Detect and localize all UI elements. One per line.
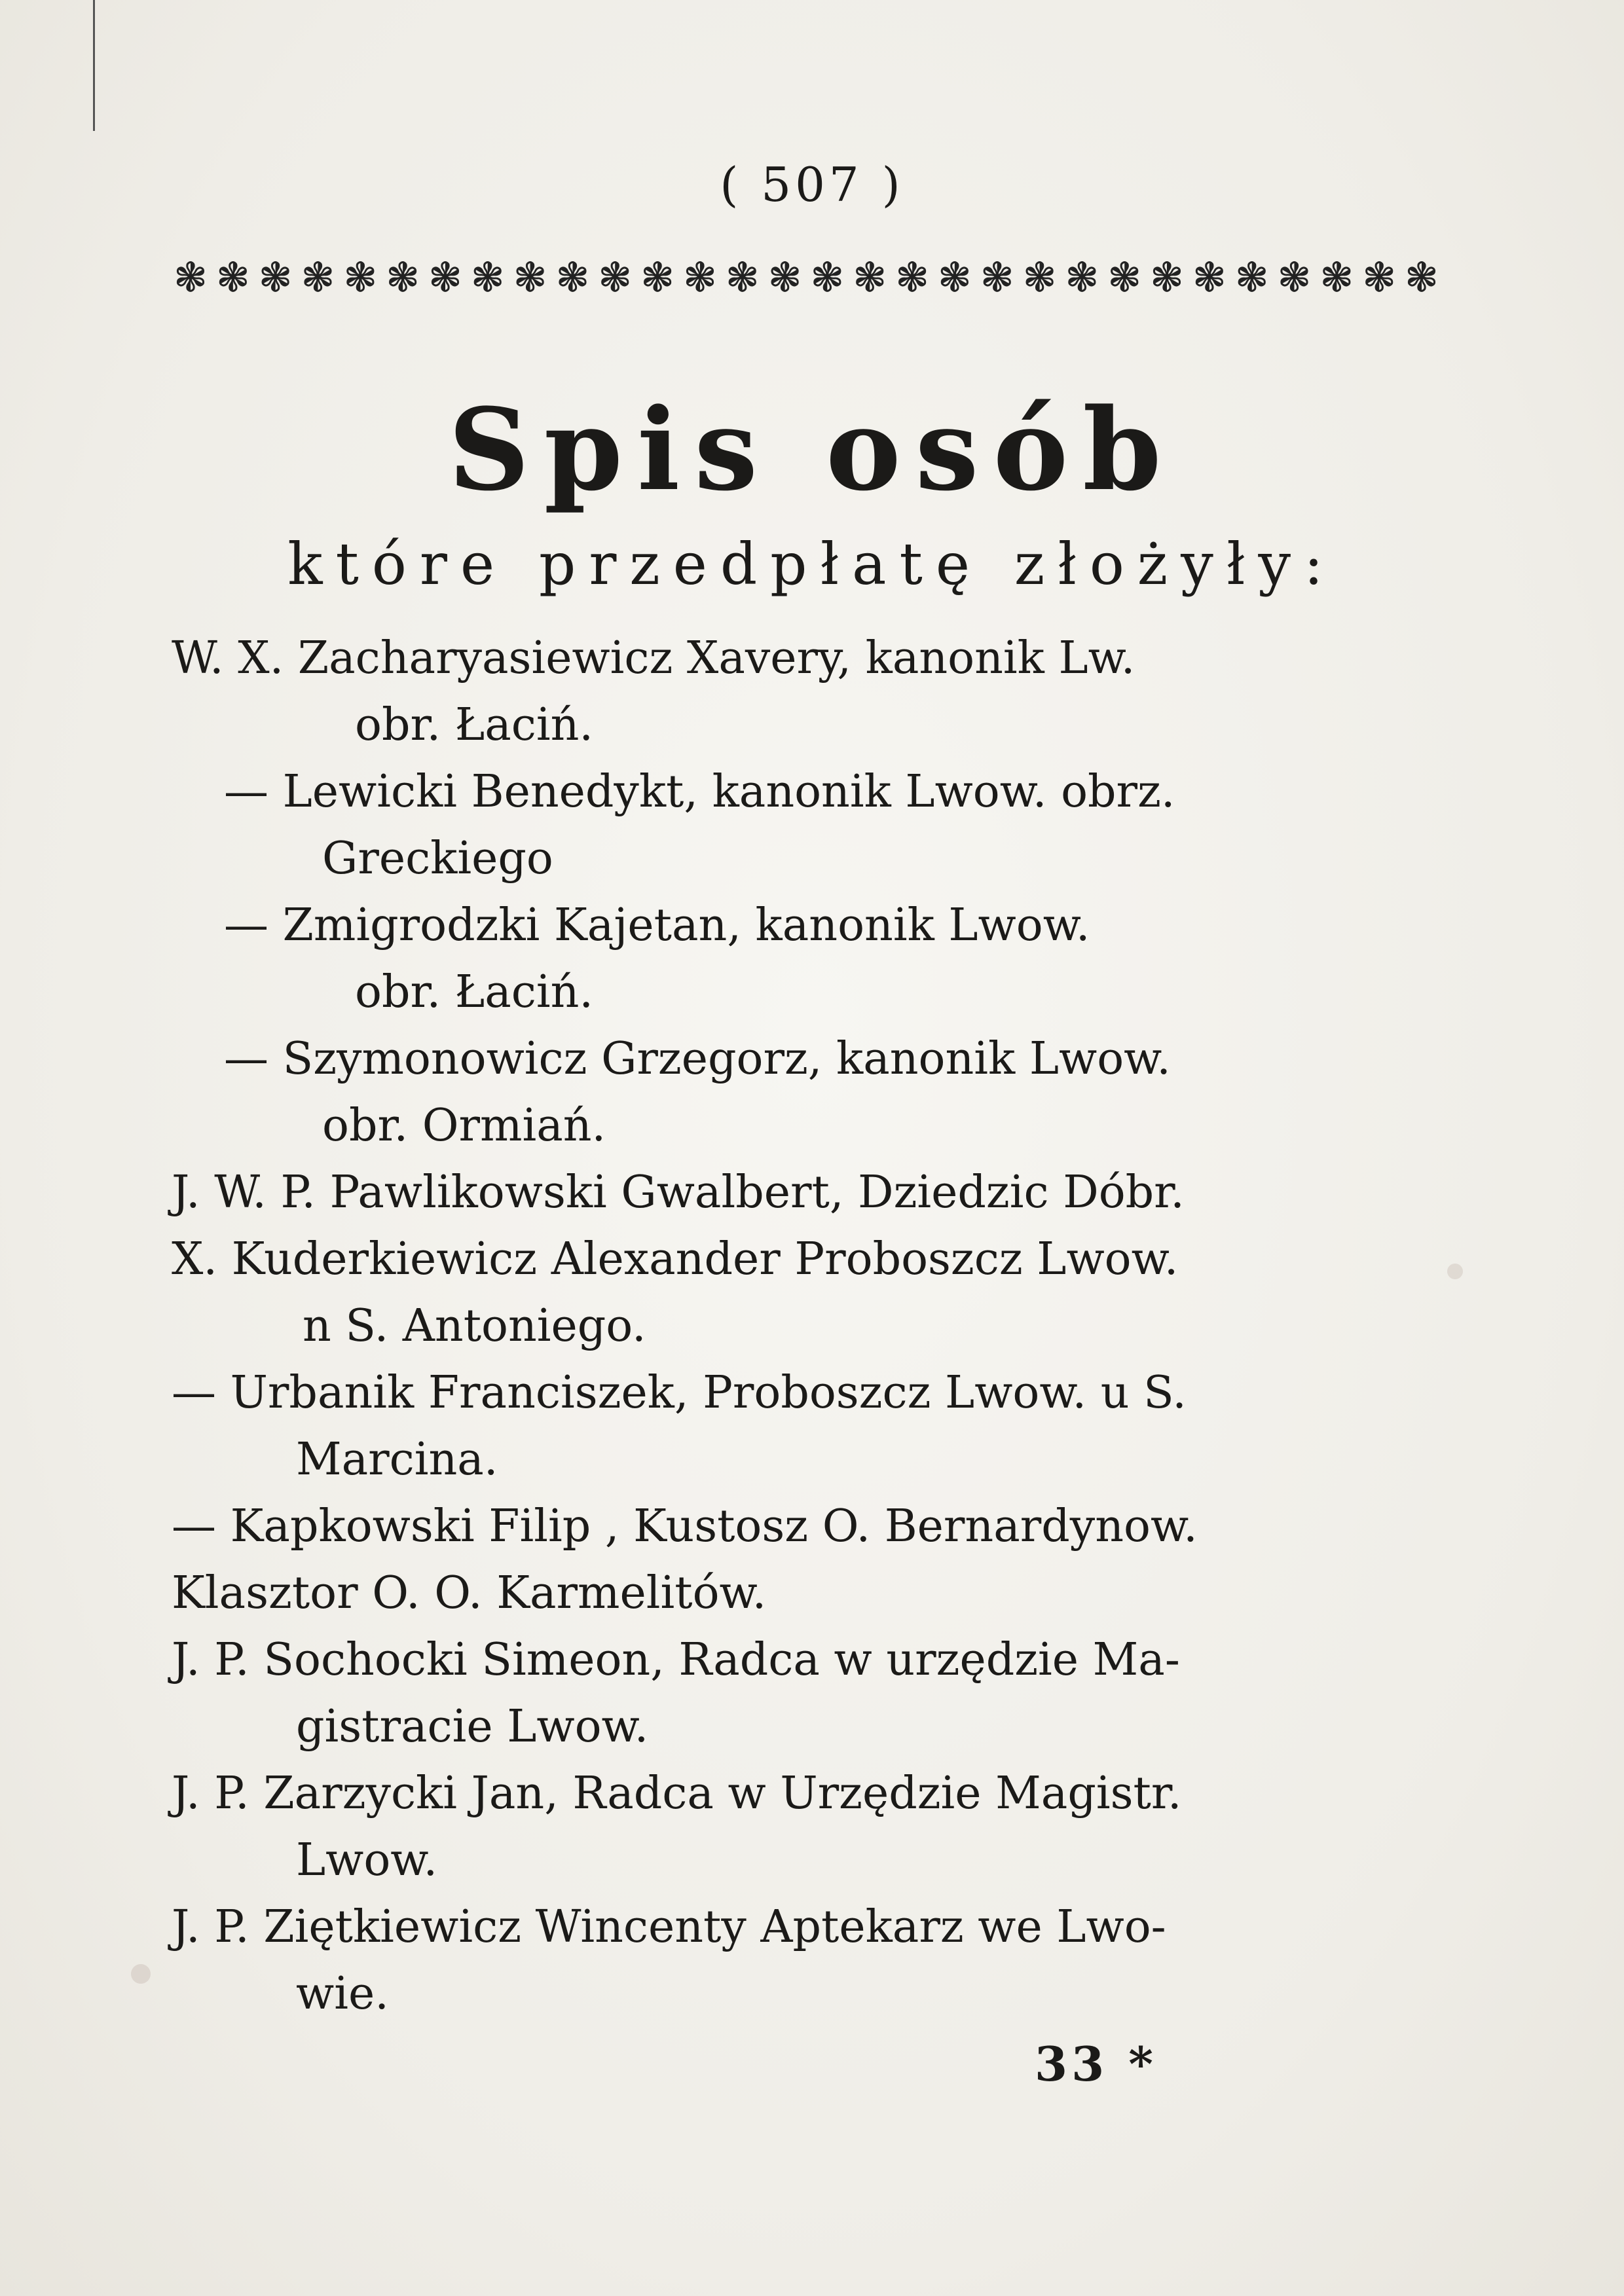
ornament-flower-icon: ❃ bbox=[682, 253, 716, 301]
entry-line: J. P. Ziętkiewicz Wincenty Aptekarz we Lwo- bbox=[172, 1901, 1166, 1953]
ornament-flower-icon: ❃ bbox=[174, 253, 206, 301]
list-item bbox=[172, 1894, 1435, 2028]
ornament-flower-icon: ❃ bbox=[428, 253, 461, 301]
entry-line: — Szymonowicz Grzegorz, kanonik Lwow. bbox=[224, 1033, 1171, 1085]
ornament-flower-icon: ❃ bbox=[470, 253, 504, 301]
ornament-flower-icon: ❃ bbox=[1022, 253, 1056, 301]
page-edge-line bbox=[93, 0, 95, 131]
signature-mark: 33 * bbox=[1035, 2036, 1157, 2092]
entry-line: obr. Ormiań. bbox=[322, 1100, 606, 1152]
subscriber-list bbox=[172, 625, 1435, 2028]
entry-line: X. Kuderkiewicz Alexander Proboszcz Lwow. bbox=[172, 1233, 1179, 1285]
entry-line: obr. Łaciń. bbox=[355, 966, 594, 1018]
ornament-flower-icon: ❃ bbox=[853, 253, 886, 301]
ornament-flower-icon: ❃ bbox=[215, 253, 249, 301]
entry-line: — Lewicki Benedykt, kanonik Lwow. obrz. bbox=[224, 766, 1175, 818]
entry-line: obr. Łaciń. bbox=[355, 699, 594, 751]
list-item bbox=[172, 1560, 1435, 1627]
page-subtitle: które przedpłatę złożyły: bbox=[287, 530, 1337, 598]
ornament-flower-icon: ❃ bbox=[1234, 253, 1268, 301]
ornament-flower-icon: ❃ bbox=[258, 253, 291, 301]
entry-line: n S. Antoniego. bbox=[303, 1300, 646, 1352]
entry-line: Lwow. bbox=[296, 1834, 438, 1886]
ornament-flower-icon: ❃ bbox=[980, 253, 1013, 301]
ornamental-border bbox=[174, 247, 1437, 306]
entry-line: — Kapkowski Filip , Kustosz O. Bernardynow. bbox=[172, 1501, 1198, 1552]
ornament-flower-icon: ❃ bbox=[1192, 253, 1225, 301]
ornament-flower-icon: ❃ bbox=[1107, 253, 1141, 301]
ornament-flower-icon: ❃ bbox=[1065, 253, 1098, 301]
entry-line: J. P. Sochocki Simeon, Radca w urzędzie Ma- bbox=[172, 1634, 1180, 1686]
paper-stain bbox=[1447, 1264, 1463, 1279]
ornament-flower-icon: ❃ bbox=[1362, 253, 1395, 301]
ornament-flower-icon: ❃ bbox=[895, 253, 929, 301]
entry-line: W. X. Zacharyasiewicz Xavery, kanonik Lw. bbox=[172, 632, 1135, 684]
ornament-flower-icon: ❃ bbox=[513, 253, 546, 301]
list-item bbox=[172, 1493, 1435, 1560]
list-item bbox=[172, 1627, 1435, 1760]
ornament-flower-icon: ❃ bbox=[1277, 253, 1310, 301]
ornament-flower-icon: ❃ bbox=[725, 253, 758, 301]
list-item bbox=[172, 625, 1435, 759]
list-item bbox=[172, 1360, 1435, 1493]
ornament-flower-icon: ❃ bbox=[343, 253, 377, 301]
list-item bbox=[172, 892, 1435, 1026]
ornament-flower-icon: ❃ bbox=[1320, 253, 1353, 301]
ornament-flower-icon: ❃ bbox=[1150, 253, 1183, 301]
entry-line: Greckiego bbox=[322, 833, 553, 884]
ornament-flower-icon: ❃ bbox=[810, 253, 843, 301]
entry-line: — Zmigrodzki Kajetan, kanonik Lwow. bbox=[224, 900, 1090, 951]
ornament-flower-icon: ❃ bbox=[301, 253, 334, 301]
ornament-flower-icon: ❃ bbox=[767, 253, 801, 301]
entry-line: J. P. Zarzycki Jan, Radca w Urzędzie Magistr. bbox=[172, 1768, 1182, 1819]
entry-line: J. W. P. Pawlikowski Gwalbert, Dziedzic Dóbr. bbox=[172, 1167, 1185, 1218]
list-item bbox=[172, 1226, 1435, 1360]
page-title: Spis osób bbox=[448, 383, 1176, 516]
list-item bbox=[172, 1026, 1435, 1159]
ornament-flower-icon: ❃ bbox=[598, 253, 631, 301]
paper-stain bbox=[131, 1964, 151, 1984]
list-item bbox=[172, 1159, 1435, 1226]
ornament-flower-icon: ❃ bbox=[386, 253, 419, 301]
entry-line: — Urbanik Franciszek, Proboszcz Lwow. u S. bbox=[172, 1367, 1187, 1419]
ornament-flower-icon: ❃ bbox=[937, 253, 970, 301]
ornament-flower-icon: ❃ bbox=[640, 253, 674, 301]
ornament-flower-icon: ❃ bbox=[1405, 253, 1437, 301]
entry-line: Marcina. bbox=[296, 1434, 498, 1485]
page-number: ( 507 ) bbox=[720, 157, 904, 212]
entry-line: gistracie Lwow. bbox=[296, 1701, 649, 1753]
entry-line: wie. bbox=[296, 1968, 389, 2020]
entry-line: Klasztor O. O. Karmelitów. bbox=[172, 1567, 767, 1619]
list-item bbox=[172, 759, 1435, 892]
ornament-flower-icon: ❃ bbox=[555, 253, 589, 301]
list-item bbox=[172, 1760, 1435, 1894]
